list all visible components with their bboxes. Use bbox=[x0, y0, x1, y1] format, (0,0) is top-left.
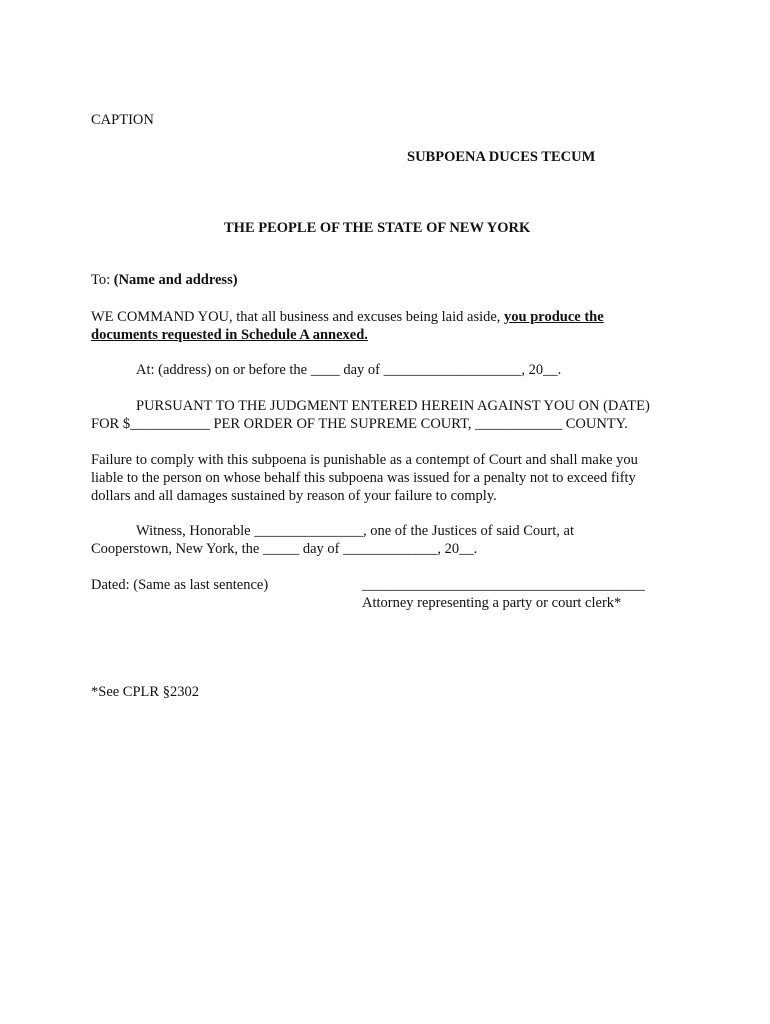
to-line bbox=[91, 271, 238, 289]
dated-line: Dated: (Same as last sentence) bbox=[91, 577, 269, 593]
footnote: *See CPLR §2302 bbox=[91, 684, 199, 700]
document-title: SUBPOENA DUCES TECUM bbox=[407, 149, 596, 165]
signature-caption: Attorney representing a party or court clerk* bbox=[362, 595, 622, 611]
to-value: (Name and address) bbox=[113, 272, 238, 288]
witness-line-2: Cooperstown, New York, the _____ day of _____________, 20__. bbox=[91, 541, 478, 557]
command-line-2: documents requested in Schedule A annexed. bbox=[91, 327, 368, 343]
people-heading: THE PEOPLE OF THE STATE OF NEW YORK bbox=[224, 220, 531, 236]
signature-line: _______________________________________ bbox=[362, 577, 645, 593]
caption-heading: CAPTION bbox=[91, 112, 154, 128]
command-bold-1: you produce the bbox=[504, 309, 604, 325]
failure-line-2: liable to the person on whose behalf this subpoena was issued for a penalty not to exceed fifty bbox=[91, 470, 636, 486]
failure-line-3: dollars and all damages sustained by reason of your failure to comply. bbox=[91, 488, 497, 504]
pursuant-line-1: PURSUANT TO THE JUDGMENT ENTERED HEREIN AGAINST YOU ON (DATE) bbox=[136, 398, 650, 414]
pursuant-line-2: FOR $___________ PER ORDER OF THE SUPREME COURT, ____________ COUNTY. bbox=[91, 416, 628, 432]
command-text: WE COMMAND YOU, that all business and excuses being laid aside, bbox=[91, 309, 505, 325]
command-line-1 bbox=[91, 308, 604, 326]
to-prefix: To: bbox=[91, 272, 114, 288]
at-line: At: (address) on or before the ____ day of ___________________, 20__. bbox=[136, 362, 562, 378]
failure-line-1: Failure to comply with this subpoena is punishable as a contempt of Court and shall make you bbox=[91, 452, 638, 468]
witness-line-1: Witness, Honorable _______________, one of the Justices of said Court, at bbox=[136, 523, 574, 539]
